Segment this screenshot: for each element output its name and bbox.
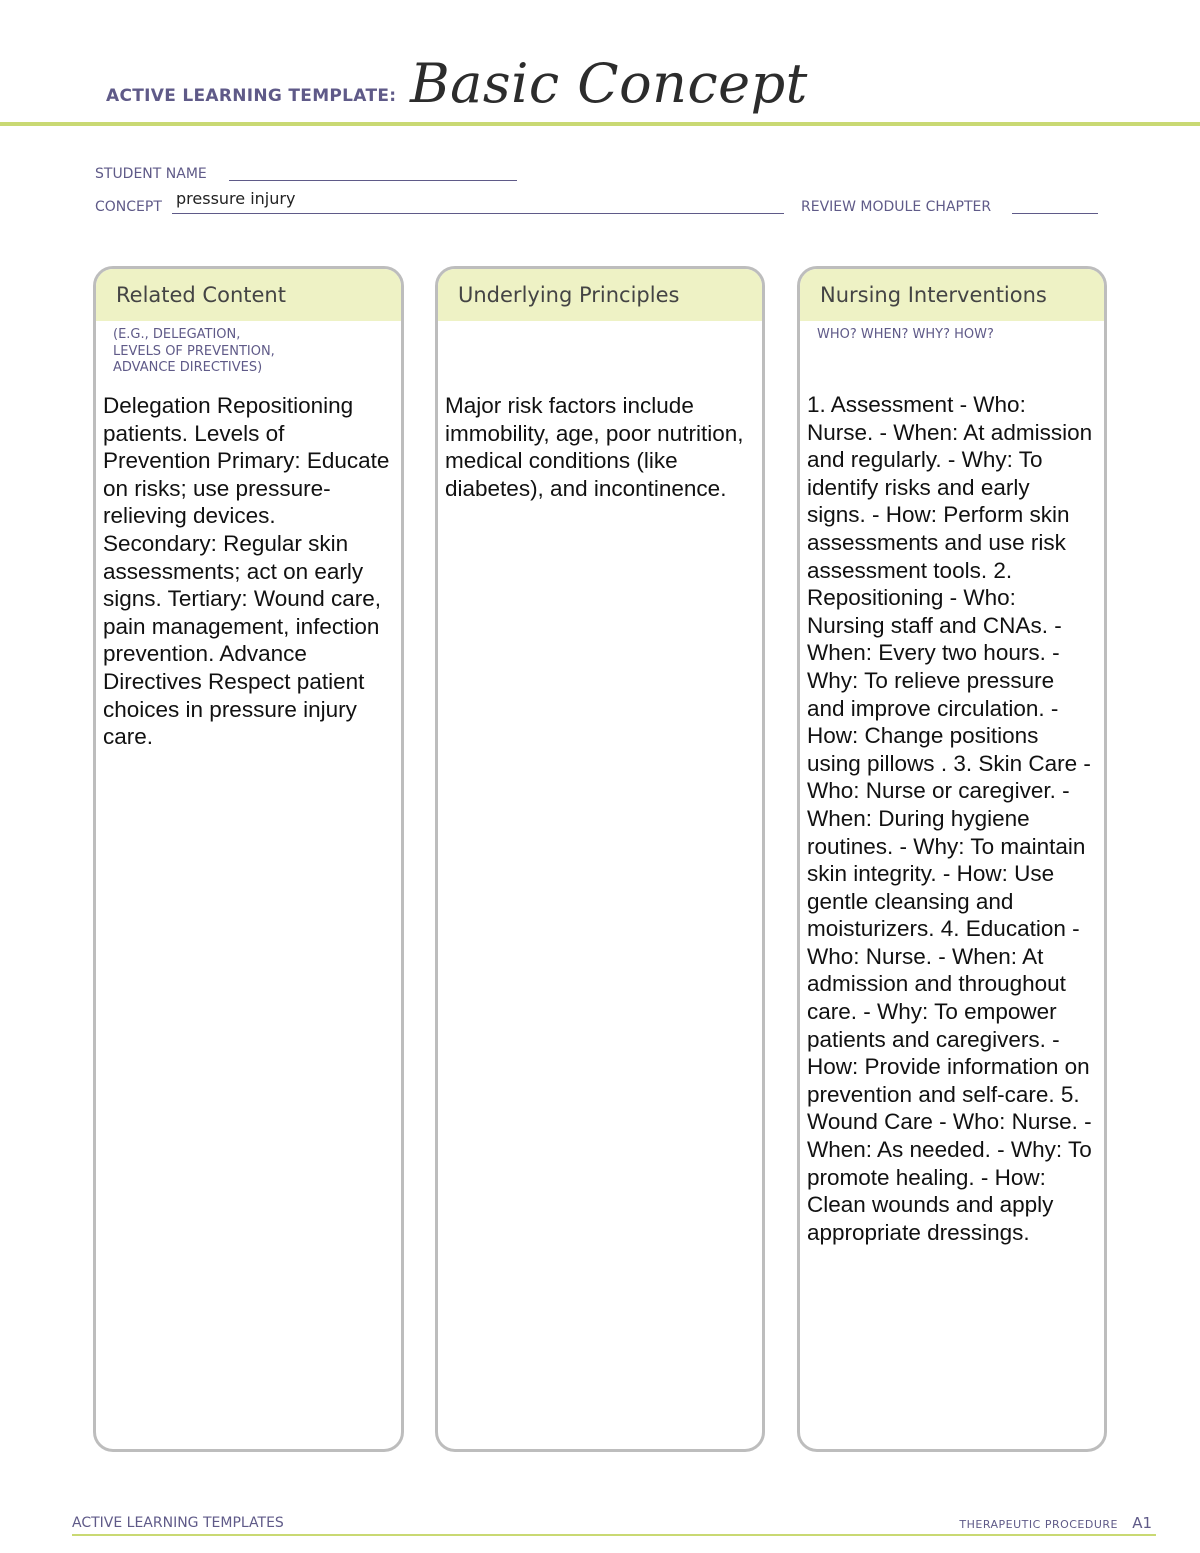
related-hint-line-2: LEVELS OF PREVENTION, (113, 343, 275, 359)
student-name-line (229, 180, 517, 181)
concept-field[interactable]: pressure injury (176, 189, 296, 208)
nursing-interventions-hint (800, 327, 1104, 344)
footer-category-label: THERAPEUTIC PROCEDURE (959, 1518, 1118, 1531)
underlying-principles-text[interactable]: Major risk factors include immobility, age, poor nutrition, medical conditions (like diabetes), and incontinence. (445, 393, 744, 501)
nursing-interventions-text[interactable]: 1. Assessment - Who: Nurse. - When: At admission and regularly. - Why: To identify risks and early signs. - How: Perform skin assessments and use risk assessment tools. 2. Repositioning - Who: Nursing staff and CNAs. - When: Every two hours. - Why: To relieve pressure and improve circulation. - How: Change positions using pillows . 3. Skin Care - Who: Nurse or caregiver. - When: During hygiene routines. - Why: To maintain skin integrity. - How: Use gentle cleansing and moisturizers. 4. Education - Who: Nurse. - When: At admission and throughout care. - Why: To empower patients and caregivers. - How: Provide information on prevention and self-care. 5. Wound Care - Who: Nurse. - When: As needed. - Why: To promote healing. - How: Clean wounds and apply appropriate dressings. (807, 392, 1093, 1245)
underlying-principles-heading: Underlying Principles (438, 269, 762, 321)
footer-page-number: A1 (1132, 1514, 1152, 1532)
review-module-line (1012, 213, 1098, 214)
footer-divider (72, 1534, 1156, 1536)
related-hint-line-1: (E.G., DELEGATION, (113, 327, 241, 342)
concept-label: CONCEPT (95, 199, 162, 215)
nursing-interventions-card (797, 266, 1107, 1452)
underlying-principles-card (435, 266, 765, 1452)
concept-line (172, 213, 784, 214)
footer-templates-label: ACTIVE LEARNING TEMPLATES (72, 1515, 284, 1531)
related-content-heading: Related Content (96, 269, 401, 321)
header-divider (0, 122, 1200, 126)
review-module-label: REVIEW MODULE CHAPTER (801, 199, 992, 215)
template-label: ACTIVE LEARNING TEMPLATE: (106, 86, 397, 106)
related-content-card (93, 266, 404, 1452)
nursing-interventions-heading: Nursing Interventions (800, 269, 1104, 321)
student-name-label: STUDENT NAME (95, 166, 207, 182)
related-hint-line-3: ADVANCE DIRECTIVES) (113, 360, 263, 375)
related-content-text[interactable]: Delegation Repositioning patients. Levels of Prevention Primary: Educate on risks; use pressure-relieving devices. Secondary: Regular skin assessments; act on early signs. Tertiary: Wound care, pain management, infection prevention. Advance Directives Respect patient choices in pressure injury care. (103, 393, 390, 750)
interventions-hint-line-1: WHO? WHEN? WHY? HOW? (817, 327, 994, 342)
page-title: Basic Concept (410, 52, 808, 115)
related-content-hint (96, 327, 401, 377)
